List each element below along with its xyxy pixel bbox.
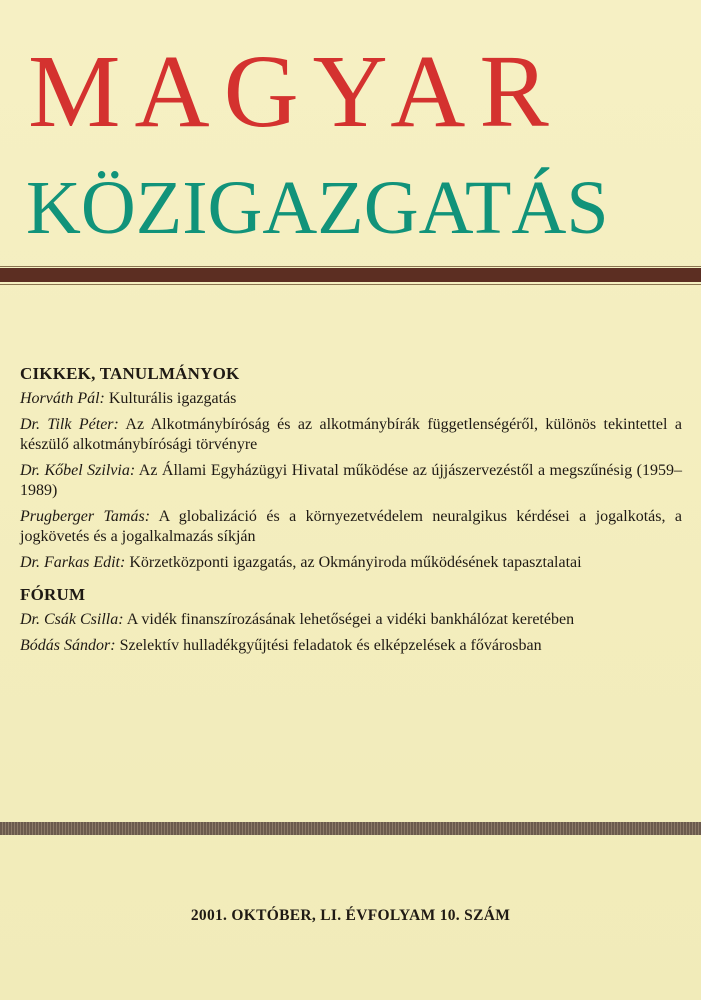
issue-info: 2001. OKTÓBER, LI. ÉVFOLYAM 10. SZÁM [190, 907, 511, 924]
entry-title: Körzetközponti igazgatás, az Okmányiroda működésének tapasztalatai [129, 554, 582, 571]
section-heading-cikkek: CIKKEK, TANULMÁNYOK [20, 364, 240, 383]
entry-title: Az Állami Egyházügyi Hivatal működése az újjászervezéstől a megszűnésig (1959–1989) [20, 462, 682, 499]
entry-title: A globalizáció és a környezetvédelem neuralgikus kérdései a jogalkotás, a jogkövetés és a jogalkalmazás síkján [20, 508, 683, 545]
entry-author: Dr. Csák Csilla: [20, 611, 124, 628]
entry-author: Dr. Tilk Péter: [20, 416, 119, 433]
entry-title: A vidék finanszírozásának lehetőségei a vidéki bankhálózat keretében [126, 611, 575, 628]
toc-entry [20, 553, 682, 573]
masthead-title-kozigazgatas: KÖZIGAZGATÁS [26, 166, 609, 250]
top-divider-band [0, 268, 701, 282]
entry-author: Dr. Kőbel Szilvia: [20, 462, 136, 479]
top-divider-rule [0, 266, 701, 286]
entry-author: Horváth Pál: [20, 390, 105, 407]
entry-author: Prugberger Tamás: [20, 508, 151, 525]
entry-title: Szelektív hulladékgyűjtési feladatok és elképzelések a fővárosban [119, 637, 542, 654]
toc-entry [20, 389, 682, 409]
section-heading-forum: FÓRUM [20, 585, 86, 604]
bottom-divider-rule [0, 821, 701, 837]
toc-entry [20, 507, 682, 547]
table-of-contents [20, 364, 682, 662]
entry-title: Az Alkotmánybíróság és az alkotmánybírák függetlenségéről, különös tekintettel a készülő alkotmánybírósági törvényre [20, 416, 683, 453]
masthead-title-magyar: MAGYAR [28, 34, 563, 149]
toc-entry [20, 636, 682, 656]
entry-author: Dr. Farkas Edit: [20, 554, 126, 571]
toc-entry [20, 610, 682, 630]
bottom-divider-band [0, 822, 701, 835]
toc-entry [20, 461, 682, 501]
toc-entry [20, 415, 682, 455]
entry-title: Kulturális igazgatás [108, 390, 237, 407]
entry-author: Bódás Sándor: [20, 637, 116, 654]
